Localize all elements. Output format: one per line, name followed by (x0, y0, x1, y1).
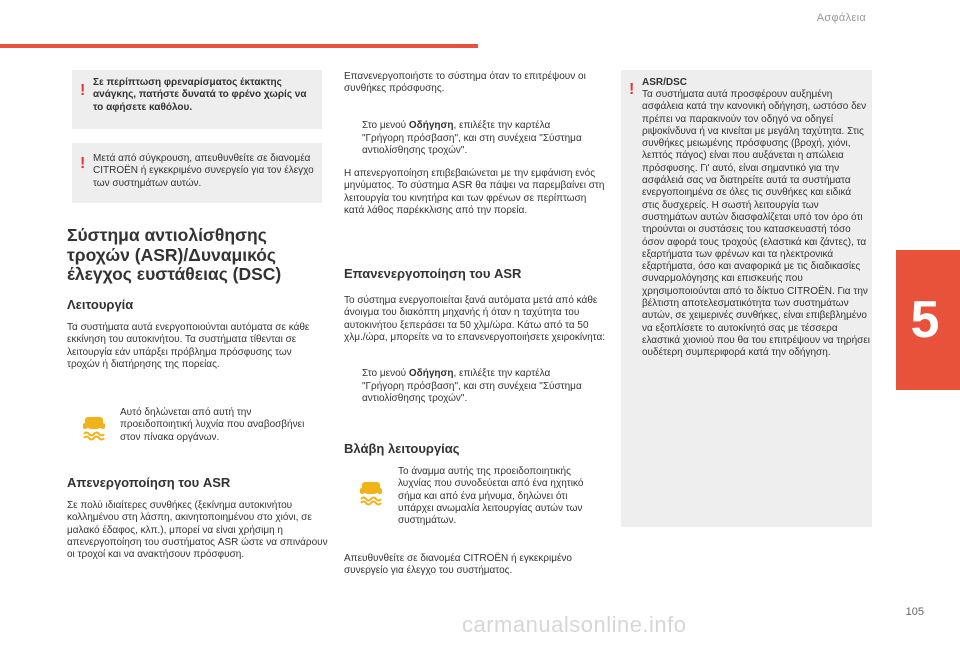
menu-name: Οδήγηση (408, 120, 454, 132)
main-section-title: Σύστημα αντιολίσθησης τροχών (ASR)/Δυναμικός έλεγχος ευστάθειας (DSC) (67, 225, 282, 284)
warning-icon: ! (80, 82, 86, 99)
reactivation-heading: Επανενεργοποίηση του ASR (344, 266, 522, 281)
header-accent-bar (0, 44, 478, 48)
warning-icon: ! (629, 81, 635, 98)
deactivation-heading: Απενεργοποίηση του ASR (67, 475, 231, 490)
malfunction-heading: Βλάβη λειτουργίας (344, 441, 460, 456)
menu-step-suffix: , επιλέξτε την καρτέλα "Γρήγορη πρόσβαση", και στη συνέχεια "Σύστημα αντιολίσθησης τροχών". (362, 120, 582, 156)
watermark: carmanualsonline.info (462, 612, 687, 637)
reactivation-text: Το σύστημα ενεργοποιείται ξανά αυτόματα μετά από κάθε άνοιγμα του διακόπτη μηχανής ή όταν η ταχύτητα του αυτοκινήτου ξεπεράσει τα 50 χλμ/ώρα. Κάτω από τα 50 χλμ./ώρα, μπορείτε να το επανενεργοποιήσετε χειροκίνητα: (344, 295, 606, 343)
menu-step-prefix: Στο μενού (362, 368, 409, 380)
warning-box-collision (72, 143, 322, 203)
operation-heading: Λειτουργία (67, 297, 134, 312)
malfunction-lamp-text: Το άναμμα αυτής της προειδοποιητικής λυχνίας που συνοδεύεται από ένα ηχητικό σήμα και από ένα μήνυμα, δηλώνει ότι υπάρχει ανωμαλία λειτουργίας αυτών των συστημάτων. (398, 466, 584, 527)
confirm-text: Η απενεργοποίηση επιβεβαιώνεται με την εμφάνιση ενός μηνύματος. Το σύστημα ASR θα πάψει να παρεμβαίνει στη λειτουργία του κινητήρα και των φρένων σε περίπτωση κατά λάθος παρέκκλισης από την πορεία. (344, 168, 605, 216)
menu-step-prefix: Στο μενού (362, 120, 409, 132)
chapter-tab (896, 250, 960, 390)
asr-warning-lamp-icon (79, 413, 109, 441)
reactivate-intro-text: Επανενεργοποιήστε το σύστημα όταν το επιτρέψουν οι συνθήκες πρόσφυσης. (344, 71, 586, 95)
operation-text: Τα συστήματα αυτά ενεργοποιούνται αυτόματα σε κάθε εκκίνηση του αυτοκινήτου. Τα συστήματα τίθενται σε λειτουργία εάν υπάρξει πρόβλημα πρόσφυσης των τροχών ή διατήρησης της πορείας. (67, 322, 310, 370)
warning-icon: ! (80, 155, 86, 172)
warning-text-collision: Μετά από σύγκρουση, απευθυνθείτε σε διανομέα CITROËN ή εγκεκριμένο συνεργείο για τον έλεγχο των συστημάτων αυτών. (93, 153, 314, 189)
menu-step-suffix: , επιλέξτε την καρτέλα "Γρήγορη πρόσβαση", και στη συνέχεια "Σύστημα αντιολίσθησης τροχών". (362, 368, 582, 404)
deactivation-text: Σε πολύ ιδιαίτερες συνθήκες (ξεκίνημα αυτοκινήτου κολλημένου στη λάσπη, ακινητοποιημένου στο χιόνι, σε μαλακό έδαφος, κλπ.), μπορεί να είναι χρήσιμη η απενεργοποίηση του συστήματος ASR ώστε να σπινάρουν οι τροχοί και να ανακτήσουν πρόσφυση. (67, 500, 328, 561)
warning-box-braking (72, 70, 322, 129)
page-number: 105 (905, 606, 924, 618)
chapter-number: 5 (910, 291, 940, 349)
contact-text: Απευθυνθείτε σε διανομέα CITROËN ή εγκεκριμένο συνεργείο για έλεγχο του συστήματος. (344, 553, 572, 577)
asr-dsc-box-text: Τα συστήματα αυτά προσφέρουν αυξημένη ασφάλεια κατά την κανονική οδήγηση, ωστόσο δεν πρέπει να παρακινούν τον οδηγό να οδηγεί ριψοκίνδυνα ή να κινείται με μεγάλη ταχύτητα. Στις συνθήκες μειωμένης πρόσφυσης (βροχή, χιόνι, λεπτός πάγος) είναι που αυξάνεται η απώλεια πρόσφυσης. Γι' αυτό, είναι σημαντικό για την ασφάλειά σας να διατηρείτε αυτά τα συστήματα ενεργοποιημένα σε όλες τις συνθήκες και ειδικά στις δυσχερείς. Η σωστή λειτουργία των συστημάτων αυτών διασφαλίζεται υπό τον όρο ότι τηρούνται οι συστάσεις του κατασκευαστή τόσο όσον αφορά τους τροχούς (ελαστικά και ζάντες), τα εξαρτήματα των φρένων και τα ηλεκτρονικά εξαρτήματα, όσο και αναφορικά με τις διαδικασίες συναρμολόγησης και επισκευής που χρησιμοποιούνται από το δίκτυο CITROËN. Για την βέλτιστη αποτελεσματικότητα των συστημάτων αυτών, σε χειμερινές συνθήκες, είναι επιβεβλημένο να εξοπλίσετε το αυτοκίνητό σας με τέσσερα ελαστικά χιονιού που θα του επιτρέψουν να τηρήσει ουδέτερη συμπεριφορά κατά την οδήγηση. (642, 89, 871, 359)
asr-dsc-box-title: ASR/DSC (642, 77, 688, 88)
asr-dsc-info-box (621, 70, 872, 527)
section-title: Ασφάλεια (816, 12, 866, 24)
menu-name: Οδήγηση (408, 368, 454, 380)
malfunction-warning-lamp-icon (356, 478, 386, 506)
lamp-text: Αυτό δηλώνεται από αυτή την προειδοποιητική λυχνία που αναβοσβήνει στον πίνακα οργάνων. (120, 407, 305, 443)
warning-text-braking: Σε περίπτωση φρεναρίσματος έκτακτης ανάγκης, πατήστε δυνατά το φρένο χωρίς να το αφήσετε καθόλου. (93, 77, 307, 113)
